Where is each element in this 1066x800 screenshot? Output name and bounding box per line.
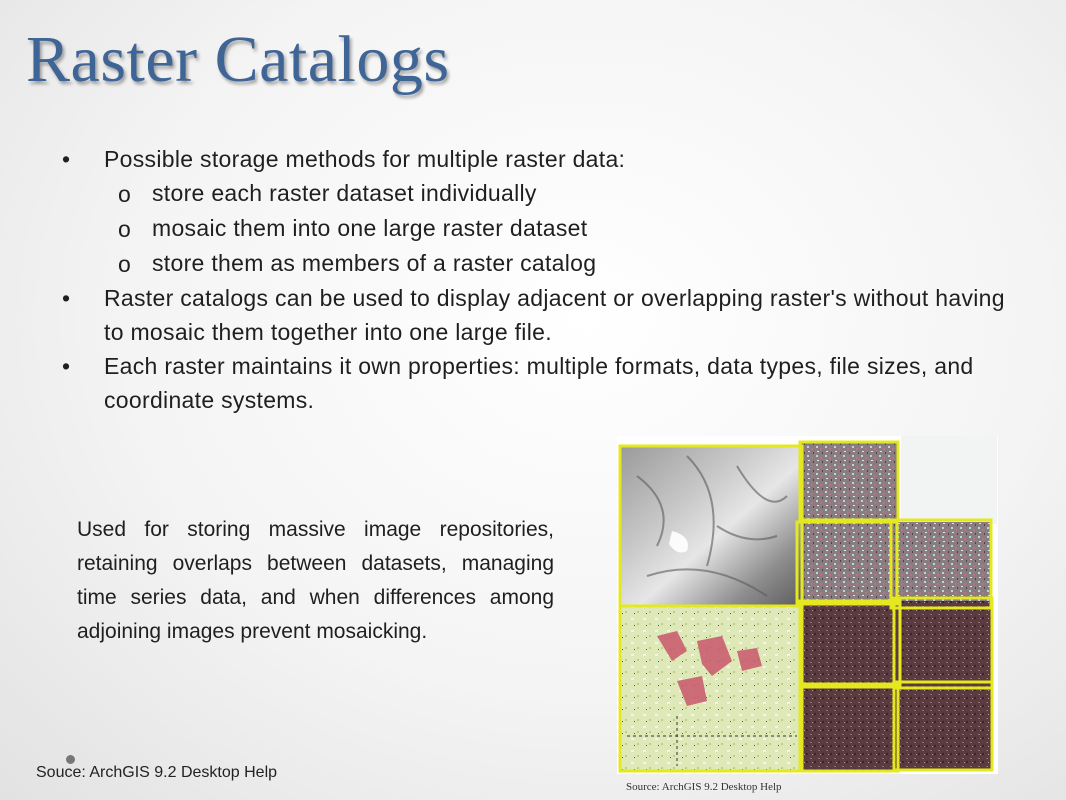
bullet-text: Each raster maintains it own properties: multiple formats, data types, file sizes, and coordinate systems.	[104, 353, 974, 413]
sub-bullet-text: store each raster dataset individually	[152, 180, 537, 206]
bullet-marker: •	[62, 285, 71, 311]
slide-title: Raster Catalogs	[26, 23, 450, 96]
bullet-text: Raster catalogs can be used to display adjacent or overlapping raster's without having to mosaic them together into one large file.	[104, 285, 1005, 345]
bullet-text: Possible storage methods for multiple raster data:	[104, 146, 626, 172]
raster-tile	[800, 442, 898, 520]
raster-tile	[620, 446, 802, 606]
sub-bullet-text: mosaic them into one large raster dataset	[152, 215, 588, 241]
bullet-marker: •	[62, 353, 71, 379]
sub-bullet-marker: o	[118, 216, 132, 242]
raster-tile	[901, 436, 997, 524]
slide-dot-marker	[66, 755, 75, 764]
bullet-list	[58, 142, 1018, 417]
sub-bullet-item	[58, 246, 1018, 281]
bullet-item	[58, 281, 1018, 349]
footer-source: Souce: ArchGIS 9.2 Desktop Help	[36, 764, 278, 781]
sub-bullet-item	[58, 211, 1018, 246]
sub-bullet-text: store them as members of a raster catalog	[152, 250, 597, 276]
bullet-item	[58, 142, 1018, 176]
raster-catalog-image	[617, 436, 998, 774]
bullet-marker: •	[62, 146, 71, 172]
raster-tile	[620, 606, 802, 771]
bullet-item	[58, 349, 1018, 417]
catalog-description: Used for storing massive image repositories, retaining overlaps between datasets, managing time series data, and when differences among adjoining images prevent mosaicking.	[77, 518, 554, 643]
sub-bullet-marker: o	[118, 181, 132, 207]
image-source-caption: Source: ArchGIS 9.2 Desktop Help	[626, 781, 782, 793]
sub-bullet-marker: o	[118, 251, 132, 277]
sub-bullet-item	[58, 176, 1018, 211]
